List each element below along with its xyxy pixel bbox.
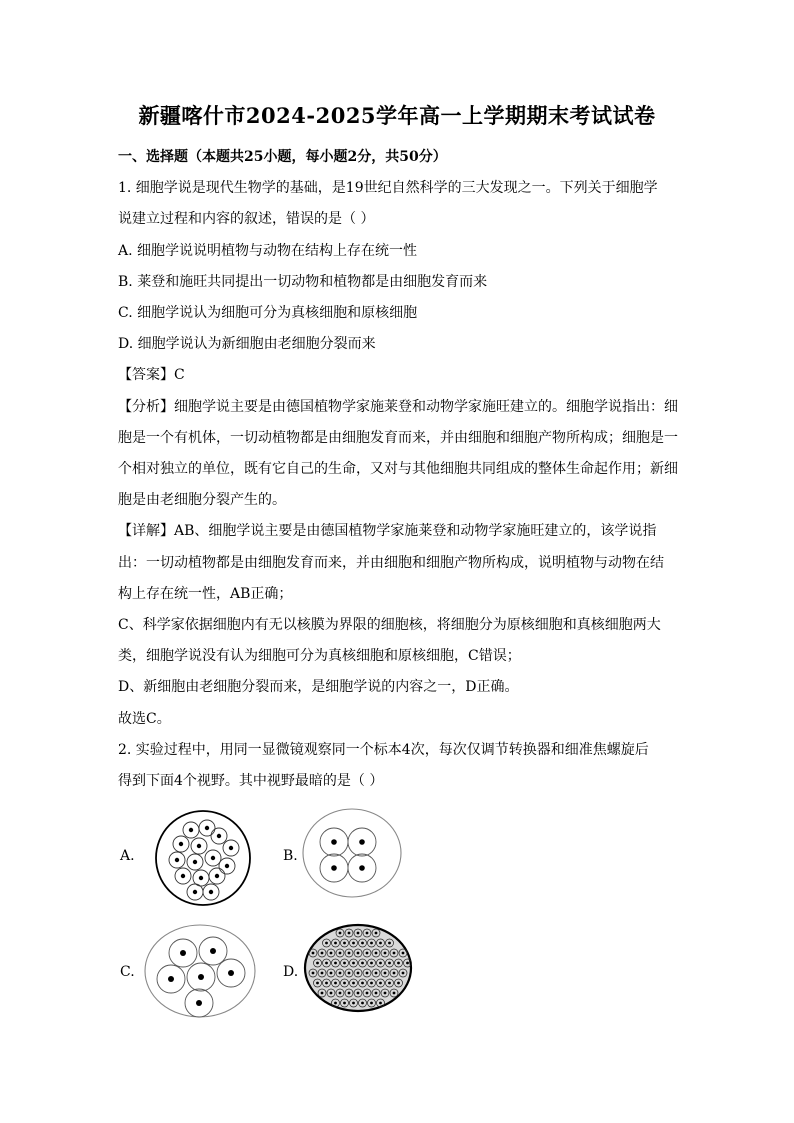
view-a-nucleus bbox=[205, 826, 209, 830]
view-d-nucleus bbox=[397, 962, 400, 965]
view-a-nucleus bbox=[175, 858, 179, 862]
view-d-nucleus bbox=[370, 982, 373, 985]
view-d-nucleus bbox=[366, 972, 369, 975]
field-circle-b bbox=[303, 809, 401, 897]
view-d-nucleus bbox=[384, 952, 387, 955]
view-d-nucleus bbox=[352, 1002, 355, 1005]
view-d-nucleus bbox=[379, 1002, 382, 1005]
view-d-nucleus bbox=[361, 942, 364, 945]
view-a-nucleus bbox=[197, 844, 201, 848]
view-d-nucleus bbox=[348, 972, 351, 975]
microscope-view-d bbox=[303, 923, 415, 1015]
view-a-nucleus bbox=[189, 828, 193, 832]
view-d-nucleus bbox=[330, 992, 333, 995]
microscope-view-a bbox=[155, 808, 255, 908]
view-d-nucleus bbox=[343, 982, 346, 985]
view-a-nucleus bbox=[193, 860, 197, 864]
q1-stem-line1: 1. 细胞学说是现代生物学的基础，是19世纪自然科学的三大发现之一。下列关于细胞学 bbox=[118, 180, 658, 196]
view-b-nucleus bbox=[331, 839, 337, 845]
q1-option-d: D. 细胞学说认为新细胞由老细胞分裂而来 bbox=[118, 336, 376, 352]
view-d-nucleus bbox=[388, 982, 391, 985]
q1-option-c: C. 细胞学说认为细胞可分为真核细胞和原核细胞 bbox=[118, 305, 418, 321]
view-d-nucleus bbox=[375, 972, 378, 975]
view-d-nucleus bbox=[334, 962, 337, 965]
q2-label-c: C. bbox=[120, 964, 135, 980]
view-d-nucleus bbox=[370, 1002, 373, 1005]
view-d-nucleus bbox=[334, 982, 337, 985]
view-a-nucleus bbox=[179, 842, 183, 846]
view-d-nucleus bbox=[343, 962, 346, 965]
view-a-nucleus bbox=[199, 876, 203, 880]
view-d-nucleus bbox=[375, 932, 378, 935]
view-d-nucleus bbox=[316, 962, 319, 965]
q1-detail-line6: D、新细胞由老细胞分裂而来，是细胞学说的内容之一，D正确。 bbox=[118, 679, 519, 695]
view-d-nucleus bbox=[379, 962, 382, 965]
q2-stem-line1: 2. 实验过程中，用同一显微镜观察同一个标本4次，每次仅调节转换器和细准焦螺旋后 bbox=[118, 742, 649, 758]
view-d-nucleus bbox=[375, 952, 378, 955]
view-d-nucleus bbox=[339, 972, 342, 975]
view-d-nucleus bbox=[348, 952, 351, 955]
view-a-nucleus bbox=[225, 864, 229, 868]
view-d-nucleus bbox=[366, 952, 369, 955]
view-d-nucleus bbox=[384, 992, 387, 995]
q2-label-d: D. bbox=[283, 964, 299, 980]
view-d-nucleus bbox=[357, 992, 360, 995]
q1-detail-line1: 【详解】AB、细胞学说主要是由德国植物学家施莱登和动物学家施旺建立的，该学说指 bbox=[118, 523, 657, 539]
microscope-view-b bbox=[302, 808, 404, 900]
view-a-nucleus bbox=[211, 856, 215, 860]
view-d-nucleus bbox=[393, 952, 396, 955]
view-d-nucleus bbox=[370, 942, 373, 945]
q1-detail-line2: 出：一切动植物都是由细胞发育而来，并由细胞和细胞产物所构成，说明植物与动物在结 bbox=[118, 555, 664, 571]
view-d-nucleus bbox=[357, 932, 360, 935]
view-d-nucleus bbox=[379, 982, 382, 985]
view-d-nucleus bbox=[312, 952, 315, 955]
view-d-nucleus bbox=[334, 1002, 337, 1005]
view-a-nucleus bbox=[209, 890, 213, 894]
view-d-nucleus bbox=[352, 962, 355, 965]
view-d-nucleus bbox=[393, 992, 396, 995]
view-a-nucleus bbox=[193, 890, 197, 894]
view-c-nucleus bbox=[198, 974, 204, 980]
view-d-nucleus bbox=[388, 942, 391, 945]
view-d-nucleus bbox=[388, 962, 391, 965]
view-a-nucleus bbox=[181, 874, 185, 878]
view-d-nucleus bbox=[379, 942, 382, 945]
view-d-nucleus bbox=[366, 992, 369, 995]
view-d-nucleus bbox=[321, 972, 324, 975]
view-d-nucleus bbox=[325, 962, 328, 965]
view-d-nucleus bbox=[375, 992, 378, 995]
view-c-nucleus bbox=[168, 976, 174, 982]
q2-stem-line2: 得到下面4个视野。其中视野最暗的是（ ） bbox=[118, 773, 384, 789]
view-d-nucleus bbox=[339, 992, 342, 995]
view-d-nucleus bbox=[352, 942, 355, 945]
q1-analysis-line4: 胞是由老细胞分裂产生的。 bbox=[118, 492, 286, 508]
q1-analysis-line1: 【分析】细胞学说主要是由德国植物学家施莱登和动物学家施旺建立的。细胞学说指出：细 bbox=[118, 399, 678, 415]
view-d-nucleus bbox=[325, 942, 328, 945]
view-d-nucleus bbox=[348, 992, 351, 995]
q2-label-a: A. bbox=[120, 848, 135, 864]
view-d-nucleus bbox=[393, 972, 396, 975]
view-d-nucleus bbox=[330, 952, 333, 955]
view-a-nucleus bbox=[215, 874, 219, 878]
q1-detail-line5: 类，细胞学说没有认为细胞可分为真核细胞和原核细胞，C错误； bbox=[118, 648, 521, 664]
field-circle-d bbox=[305, 925, 411, 1011]
view-d-nucleus bbox=[397, 982, 400, 985]
section-heading: 一、选择题（本题共25小题，每小题2分，共50分） bbox=[118, 149, 447, 165]
view-d-nucleus bbox=[339, 952, 342, 955]
view-d-nucleus bbox=[316, 982, 319, 985]
view-d-nucleus bbox=[357, 972, 360, 975]
view-d-nucleus bbox=[384, 972, 387, 975]
view-d-nucleus bbox=[357, 952, 360, 955]
q1-detail-line4: C、科学家依据细胞内有无以核膜为界限的细胞核，将细胞分为原核细胞和真核细胞两大 bbox=[118, 617, 661, 633]
view-d-nucleus bbox=[325, 982, 328, 985]
view-b-nucleus bbox=[331, 865, 337, 871]
view-d-nucleus bbox=[312, 972, 315, 975]
view-d-nucleus bbox=[361, 962, 364, 965]
q1-option-a: A. 细胞学说说明植物与动物在结构上存在统一性 bbox=[118, 243, 418, 259]
view-d-nucleus bbox=[402, 952, 405, 955]
view-c-nucleus bbox=[180, 950, 186, 956]
view-d-nucleus bbox=[343, 1002, 346, 1005]
view-d-nucleus bbox=[370, 962, 373, 965]
view-d-nucleus bbox=[352, 982, 355, 985]
view-d-nucleus bbox=[406, 962, 409, 965]
q1-answer: 【答案】C bbox=[118, 367, 185, 383]
view-d-nucleus bbox=[402, 972, 405, 975]
view-c-nucleus bbox=[210, 948, 216, 954]
q1-option-b: B. 莱登和施旺共同提出一切动物和植物都是由细胞发育而来 bbox=[118, 274, 488, 290]
view-a-nucleus bbox=[217, 834, 221, 838]
view-d-nucleus bbox=[348, 932, 351, 935]
view-d-nucleus bbox=[330, 972, 333, 975]
q1-conclusion: 故选C。 bbox=[118, 711, 171, 727]
view-b-nucleus bbox=[359, 839, 365, 845]
q1-analysis-line2: 胞是一个有机体，一切动植物都是由细胞发育而来，并由细胞和细胞产物所构成；细胞是一 bbox=[118, 430, 678, 446]
view-d-nucleus bbox=[361, 982, 364, 985]
view-d-nucleus bbox=[366, 932, 369, 935]
page-title: 新疆喀什市2024-2025学年高一上学期期末考试试卷 bbox=[138, 103, 656, 128]
view-d-nucleus bbox=[334, 942, 337, 945]
view-d-nucleus bbox=[361, 1002, 364, 1005]
q1-detail-line3: 构上存在统一性，AB正确； bbox=[118, 586, 293, 602]
view-d-nucleus bbox=[321, 992, 324, 995]
q2-label-b: B. bbox=[283, 848, 298, 864]
view-c-nucleus bbox=[228, 970, 234, 976]
view-d-nucleus bbox=[339, 932, 342, 935]
q1-analysis-line3: 个相对独立的单位，既有它自己的生命，又对与其他细胞共同组成的整体生命起作用；新细 bbox=[118, 461, 678, 477]
view-b-nucleus bbox=[359, 865, 365, 871]
view-d-nucleus bbox=[321, 952, 324, 955]
view-d-nucleus bbox=[343, 942, 346, 945]
view-c-nucleus bbox=[196, 1000, 202, 1006]
q1-stem-line2: 说建立过程和内容的叙述，错误的是（ ） bbox=[118, 211, 375, 227]
view-a-nucleus bbox=[229, 846, 233, 850]
microscope-view-c bbox=[143, 923, 257, 1019]
